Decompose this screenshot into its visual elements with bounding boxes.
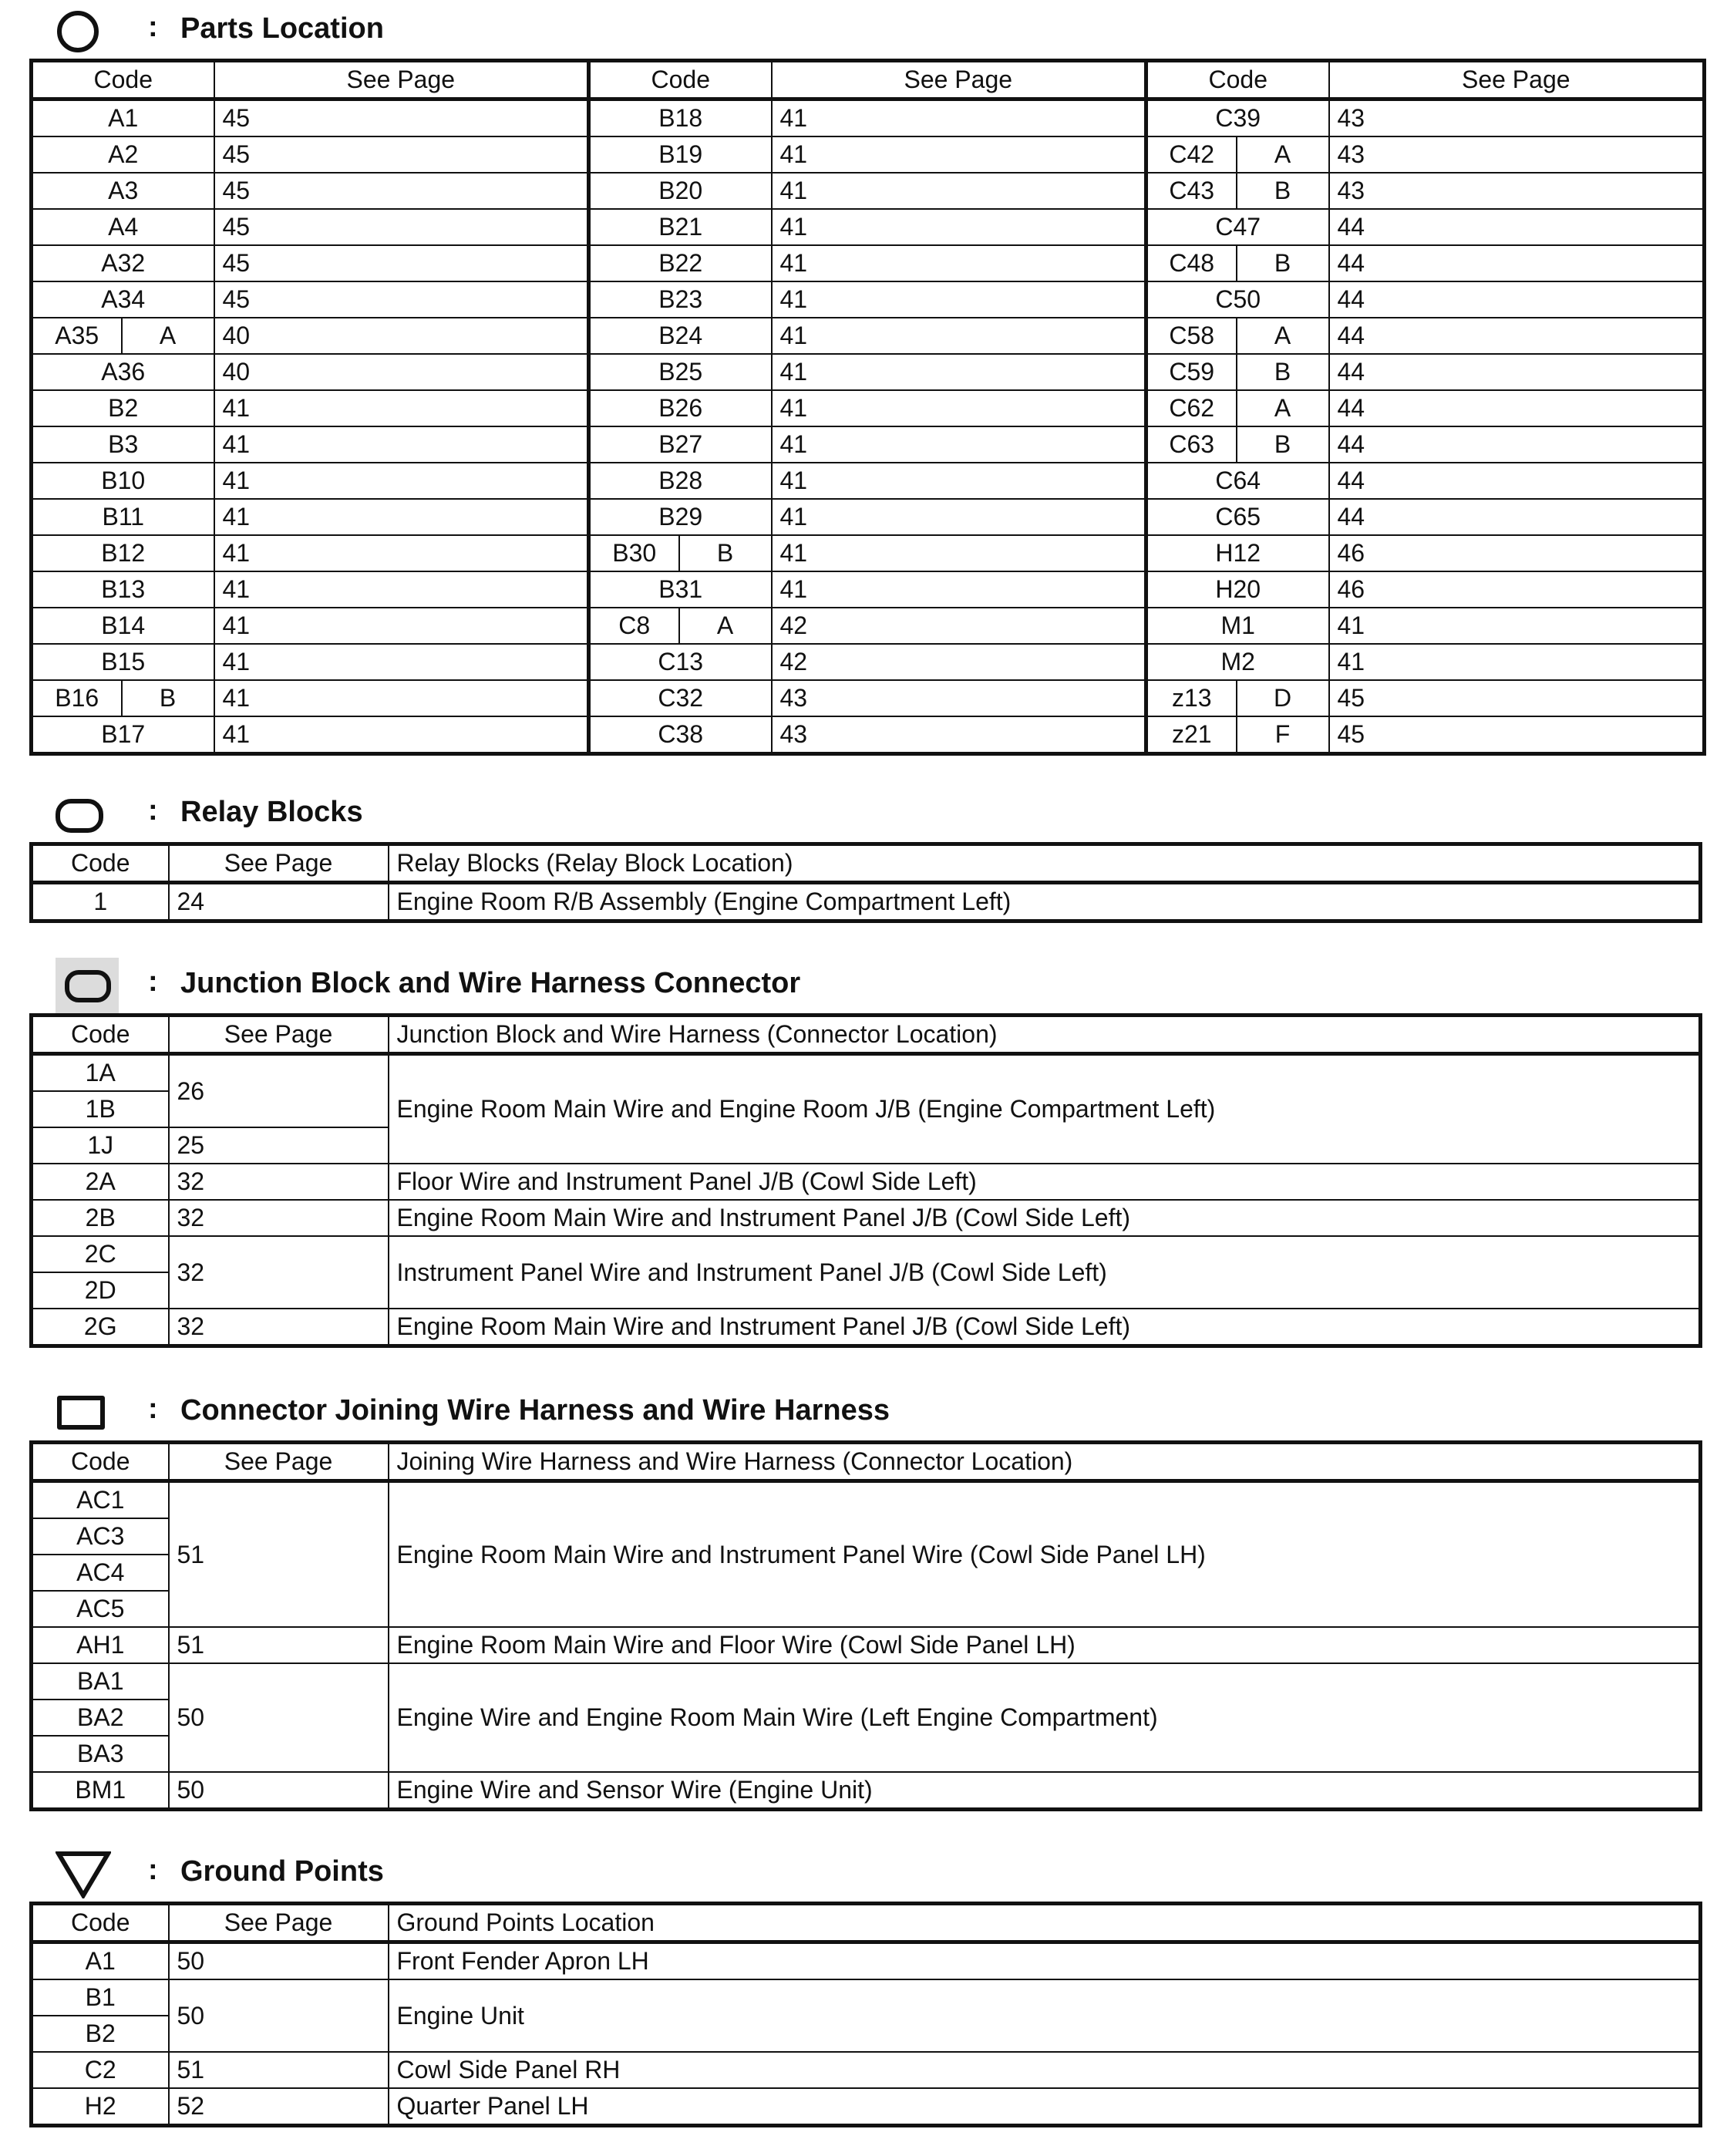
code-cell: B16 xyxy=(32,680,122,716)
section-title: Ground Points xyxy=(180,1855,384,1888)
table-row xyxy=(32,1942,1701,1980)
colon: : xyxy=(148,1393,158,1425)
table-row xyxy=(32,1979,1701,2016)
header-code: Code xyxy=(589,61,772,99)
code-cell: B22 xyxy=(589,245,772,281)
page-cell: 41 xyxy=(772,281,1146,318)
code-cell: C58 xyxy=(1146,318,1237,354)
code-cell: BM1 xyxy=(32,1772,169,1810)
header-description: Junction Block and Wire Harness (Connector Location) xyxy=(389,1016,1701,1054)
page-cell: 41 xyxy=(772,136,1146,173)
table-header-row xyxy=(32,1016,1701,1054)
page-cell: 44 xyxy=(1329,209,1705,245)
table-row xyxy=(32,883,1701,921)
header-code: Code xyxy=(32,1904,169,1942)
code-cell: M2 xyxy=(1146,644,1329,680)
colon: : xyxy=(148,11,158,43)
header-code: Code xyxy=(32,61,214,99)
code-cell: A34 xyxy=(32,281,214,318)
ground-points-table xyxy=(29,1902,1702,2127)
code-cell: B25 xyxy=(589,354,772,390)
code-cell: B20 xyxy=(589,173,772,209)
code-cell: 2D xyxy=(32,1272,169,1309)
ground-triangle-icon xyxy=(56,1851,111,1898)
parts-location-section xyxy=(29,3,1702,756)
parts-location-header xyxy=(29,3,1702,59)
code-cell: AC5 xyxy=(32,1591,169,1627)
header-see-page: See Page xyxy=(169,844,389,883)
page-cell: 40 xyxy=(214,354,589,390)
description-cell: Front Fender Apron LH xyxy=(389,1942,1701,1980)
page-cell: 41 xyxy=(214,716,589,754)
page-cell: 41 xyxy=(214,608,589,644)
code-cell: 1A xyxy=(32,1054,169,1092)
code-cell: B27 xyxy=(589,426,772,463)
page-cell: 41 xyxy=(214,571,589,608)
code-cell: AH1 xyxy=(32,1627,169,1663)
code-cell: C59 xyxy=(1146,354,1237,390)
page-cell: 24 xyxy=(169,883,389,921)
table-row xyxy=(32,173,1705,209)
table-header-row xyxy=(32,1443,1701,1481)
colon: : xyxy=(148,965,158,998)
code-cell: AC3 xyxy=(32,1518,169,1555)
header-code: Code xyxy=(32,1016,169,1054)
code-cell: A1 xyxy=(32,99,214,137)
table-row xyxy=(32,571,1705,608)
code-cell: B23 xyxy=(589,281,772,318)
page-cell: 41 xyxy=(1329,608,1705,644)
connector-joining-header xyxy=(29,1385,1702,1440)
code-cell: 2G xyxy=(32,1309,169,1346)
page-cell: 52 xyxy=(169,2088,389,2126)
code-cell: C43 xyxy=(1146,173,1237,209)
code-cell: 2C xyxy=(32,1236,169,1272)
connector-icon xyxy=(57,1396,105,1430)
description-cell: Engine Room R/B Assembly (Engine Compartment Left) xyxy=(389,883,1701,921)
code-cell: M1 xyxy=(1146,608,1329,644)
table-row xyxy=(32,1054,1701,1092)
page-cell: 44 xyxy=(1329,354,1705,390)
table-row xyxy=(32,354,1705,390)
code-cell: 2A xyxy=(32,1164,169,1200)
page-cell: 45 xyxy=(214,281,589,318)
table-row xyxy=(32,390,1705,426)
page-cell: 41 xyxy=(772,245,1146,281)
description-cell: Engine Unit xyxy=(389,1979,1701,2052)
page-cell: 43 xyxy=(1329,136,1705,173)
ground-points-section xyxy=(29,1846,1702,2127)
section-title: Connector Joining Wire Harness and Wire Harness xyxy=(180,1394,890,1427)
code-cell: C65 xyxy=(1146,499,1329,535)
table-row xyxy=(32,1164,1701,1200)
table-row xyxy=(32,318,1705,354)
junction-block-header xyxy=(29,958,1702,1013)
section-title: Relay Blocks xyxy=(180,796,363,828)
header-code: Code xyxy=(32,1443,169,1481)
junction-block-section xyxy=(29,958,1702,1348)
connector-sub-cell: B xyxy=(122,680,214,716)
page-cell: 41 xyxy=(772,99,1146,137)
code-cell: z21 xyxy=(1146,716,1237,754)
page-cell: 45 xyxy=(214,136,589,173)
page-cell: 50 xyxy=(169,1772,389,1810)
code-cell: C48 xyxy=(1146,245,1237,281)
page-cell: 32 xyxy=(169,1236,389,1309)
table-row xyxy=(32,463,1705,499)
code-cell: B19 xyxy=(589,136,772,173)
header-see-page: See Page xyxy=(1329,61,1705,99)
code-cell: H20 xyxy=(1146,571,1329,608)
table-row xyxy=(32,499,1705,535)
description-cell: Engine Room Main Wire and Instrument Panel J/B (Cowl Side Left) xyxy=(389,1309,1701,1346)
page-cell: 45 xyxy=(214,245,589,281)
page-cell: 42 xyxy=(772,608,1146,644)
page-cell: 41 xyxy=(214,463,589,499)
connector-sub-cell: A xyxy=(1237,318,1329,354)
page-cell: 41 xyxy=(214,390,589,426)
section-title: Junction Block and Wire Harness Connector xyxy=(180,967,801,999)
table-row xyxy=(32,1772,1701,1810)
header-see-page: See Page xyxy=(169,1016,389,1054)
code-cell: BA2 xyxy=(32,1700,169,1736)
code-cell: A2 xyxy=(32,136,214,173)
code-cell: C63 xyxy=(1146,426,1237,463)
code-cell: B12 xyxy=(32,535,214,571)
code-cell: B24 xyxy=(589,318,772,354)
page-cell: 45 xyxy=(214,173,589,209)
code-cell: C62 xyxy=(1146,390,1237,426)
parts-location-table xyxy=(29,59,1706,756)
connector-sub-cell: A xyxy=(1237,136,1329,173)
description-cell: Engine Wire and Sensor Wire (Engine Unit) xyxy=(389,1772,1701,1810)
table-row xyxy=(32,1481,1701,1519)
description-cell: Engine Room Main Wire and Instrument Panel J/B (Cowl Side Left) xyxy=(389,1200,1701,1236)
code-cell: B15 xyxy=(32,644,214,680)
connector-sub-cell: A xyxy=(122,318,214,354)
page-cell: 32 xyxy=(169,1164,389,1200)
code-cell: B1 xyxy=(32,1979,169,2016)
page-cell: 43 xyxy=(1329,173,1705,209)
table-row xyxy=(32,644,1705,680)
description-cell: Engine Room Main Wire and Instrument Panel Wire (Cowl Side Panel LH) xyxy=(389,1481,1701,1628)
page-cell: 41 xyxy=(772,354,1146,390)
page-cell: 42 xyxy=(772,644,1146,680)
page-cell: 41 xyxy=(772,173,1146,209)
description-cell: Floor Wire and Instrument Panel J/B (Cowl Side Left) xyxy=(389,1164,1701,1200)
page-cell: 41 xyxy=(214,426,589,463)
code-cell: B11 xyxy=(32,499,214,535)
page-cell: 41 xyxy=(772,390,1146,426)
page-cell: 41 xyxy=(214,535,589,571)
code-cell: 1J xyxy=(32,1127,169,1164)
code-cell: A35 xyxy=(32,318,122,354)
connector-sub-cell: B xyxy=(679,535,772,571)
header-description: Relay Blocks (Relay Block Location) xyxy=(389,844,1701,883)
relay-block-icon xyxy=(56,799,103,833)
code-cell: C2 xyxy=(32,2052,169,2088)
colon: : xyxy=(148,1854,158,1886)
connector-sub-cell: F xyxy=(1237,716,1329,754)
ground-points-header xyxy=(29,1846,1702,1902)
table-row xyxy=(32,1627,1701,1663)
page-cell: 44 xyxy=(1329,463,1705,499)
page-cell: 50 xyxy=(169,1663,389,1772)
code-cell: BA1 xyxy=(32,1663,169,1700)
junction-block-icon xyxy=(65,970,111,1002)
code-cell: C38 xyxy=(589,716,772,754)
description-cell: Quarter Panel LH xyxy=(389,2088,1701,2126)
description-cell: Engine Wire and Engine Room Main Wire (Left Engine Compartment) xyxy=(389,1663,1701,1772)
code-cell: A32 xyxy=(32,245,214,281)
code-cell: B14 xyxy=(32,608,214,644)
code-cell: B28 xyxy=(589,463,772,499)
table-header-row xyxy=(32,61,1705,99)
header-description: Ground Points Location xyxy=(389,1904,1701,1942)
page-cell: 32 xyxy=(169,1200,389,1236)
table-row xyxy=(32,608,1705,644)
code-cell: C50 xyxy=(1146,281,1329,318)
page-cell: 26 xyxy=(169,1054,389,1128)
table-row xyxy=(32,2088,1701,2126)
code-cell: B2 xyxy=(32,2016,169,2052)
page-cell: 51 xyxy=(169,1627,389,1663)
code-cell: B18 xyxy=(589,99,772,137)
page-cell: 41 xyxy=(214,499,589,535)
code-cell: 1 xyxy=(32,883,169,921)
description-cell: Engine Room Main Wire and Engine Room J/B (Engine Compartment Left) xyxy=(389,1054,1701,1164)
code-cell: B30 xyxy=(589,535,679,571)
page-cell: 25 xyxy=(169,1127,389,1164)
connector-sub-cell: A xyxy=(1237,390,1329,426)
page-cell: 50 xyxy=(169,1979,389,2052)
code-cell: B3 xyxy=(32,426,214,463)
table-row xyxy=(32,1309,1701,1346)
page-cell: 41 xyxy=(772,426,1146,463)
code-cell: H2 xyxy=(32,2088,169,2126)
page-cell: 45 xyxy=(1329,716,1705,754)
connector-sub-cell: B xyxy=(1237,245,1329,281)
page-cell: 44 xyxy=(1329,390,1705,426)
circle-icon xyxy=(57,11,99,52)
table-row xyxy=(32,136,1705,173)
code-cell: 2B xyxy=(32,1200,169,1236)
page-cell: 43 xyxy=(772,680,1146,716)
description-cell: Engine Room Main Wire and Floor Wire (Cowl Side Panel LH) xyxy=(389,1627,1701,1663)
connector-sub-cell: B xyxy=(1237,173,1329,209)
page-cell: 41 xyxy=(772,318,1146,354)
page-cell: 44 xyxy=(1329,499,1705,535)
page-cell: 45 xyxy=(214,209,589,245)
page-cell: 45 xyxy=(214,99,589,137)
table-header-row xyxy=(32,844,1701,883)
code-cell: z13 xyxy=(1146,680,1237,716)
page-cell: 50 xyxy=(169,1942,389,1980)
page-cell: 51 xyxy=(169,2052,389,2088)
code-cell: C13 xyxy=(589,644,772,680)
code-cell: C47 xyxy=(1146,209,1329,245)
header-see-page: See Page xyxy=(169,1443,389,1481)
page-cell: 44 xyxy=(1329,426,1705,463)
code-cell: AC1 xyxy=(32,1481,169,1519)
table-row xyxy=(32,209,1705,245)
page-cell: 41 xyxy=(772,499,1146,535)
connector-sub-cell: A xyxy=(679,608,772,644)
page-cell: 41 xyxy=(1329,644,1705,680)
page-cell: 41 xyxy=(772,463,1146,499)
header-see-page: See Page xyxy=(169,1904,389,1942)
page-cell: 44 xyxy=(1329,245,1705,281)
code-cell: C32 xyxy=(589,680,772,716)
page-cell: 43 xyxy=(772,716,1146,754)
page-cell: 43 xyxy=(1329,99,1705,137)
code-cell: B26 xyxy=(589,390,772,426)
connector-sub-cell: B xyxy=(1237,354,1329,390)
page-cell: 45 xyxy=(1329,680,1705,716)
page-cell: 40 xyxy=(214,318,589,354)
connector-joining-table xyxy=(29,1440,1702,1811)
table-row xyxy=(32,1200,1701,1236)
code-cell: B29 xyxy=(589,499,772,535)
section-title: Parts Location xyxy=(180,12,384,45)
page-cell: 41 xyxy=(214,644,589,680)
table-row xyxy=(32,281,1705,318)
table-row xyxy=(32,245,1705,281)
description-cell: Cowl Side Panel RH xyxy=(389,2052,1701,2088)
relay-blocks-header xyxy=(29,787,1702,842)
junction-block-table xyxy=(29,1013,1702,1348)
code-cell: C42 xyxy=(1146,136,1237,173)
table-row xyxy=(32,1663,1701,1700)
table-row xyxy=(32,99,1705,137)
table-row xyxy=(32,535,1705,571)
page-cell: 41 xyxy=(772,535,1146,571)
page-cell: 41 xyxy=(214,680,589,716)
code-cell: C39 xyxy=(1146,99,1329,137)
header-code: Code xyxy=(1146,61,1329,99)
code-cell: 1B xyxy=(32,1091,169,1127)
description-cell: Instrument Panel Wire and Instrument Panel J/B (Cowl Side Left) xyxy=(389,1236,1701,1309)
code-cell: A1 xyxy=(32,1942,169,1980)
page-cell: 44 xyxy=(1329,281,1705,318)
page-cell: 41 xyxy=(772,571,1146,608)
page-cell: 51 xyxy=(169,1481,389,1628)
table-row xyxy=(32,1236,1701,1272)
code-cell: B10 xyxy=(32,463,214,499)
table-row xyxy=(32,716,1705,754)
code-cell: A36 xyxy=(32,354,214,390)
page-cell: 44 xyxy=(1329,318,1705,354)
table-row xyxy=(32,680,1705,716)
connector-sub-cell: B xyxy=(1237,426,1329,463)
table-row xyxy=(32,2052,1701,2088)
code-cell: A3 xyxy=(32,173,214,209)
code-cell: B21 xyxy=(589,209,772,245)
header-code: Code xyxy=(32,844,169,883)
code-cell: B31 xyxy=(589,571,772,608)
code-cell: BA3 xyxy=(32,1736,169,1772)
table-row xyxy=(32,426,1705,463)
header-description: Joining Wire Harness and Wire Harness (Connector Location) xyxy=(389,1443,1701,1481)
code-cell: H12 xyxy=(1146,535,1329,571)
connector-sub-cell: D xyxy=(1237,680,1329,716)
code-cell: A4 xyxy=(32,209,214,245)
code-cell: B13 xyxy=(32,571,214,608)
code-cell: B17 xyxy=(32,716,214,754)
header-see-page: See Page xyxy=(214,61,589,99)
code-cell: C8 xyxy=(589,608,679,644)
page-cell: 32 xyxy=(169,1309,389,1346)
connector-joining-section xyxy=(29,1385,1702,1811)
header-see-page: See Page xyxy=(772,61,1146,99)
code-cell: C64 xyxy=(1146,463,1329,499)
colon: : xyxy=(148,794,158,827)
relay-blocks-section xyxy=(29,787,1702,923)
page-cell: 41 xyxy=(772,209,1146,245)
relay-blocks-table xyxy=(29,842,1702,923)
code-cell: B2 xyxy=(32,390,214,426)
code-cell: AC4 xyxy=(32,1555,169,1591)
page-cell: 46 xyxy=(1329,571,1705,608)
page-cell: 46 xyxy=(1329,535,1705,571)
table-header-row xyxy=(32,1904,1701,1942)
